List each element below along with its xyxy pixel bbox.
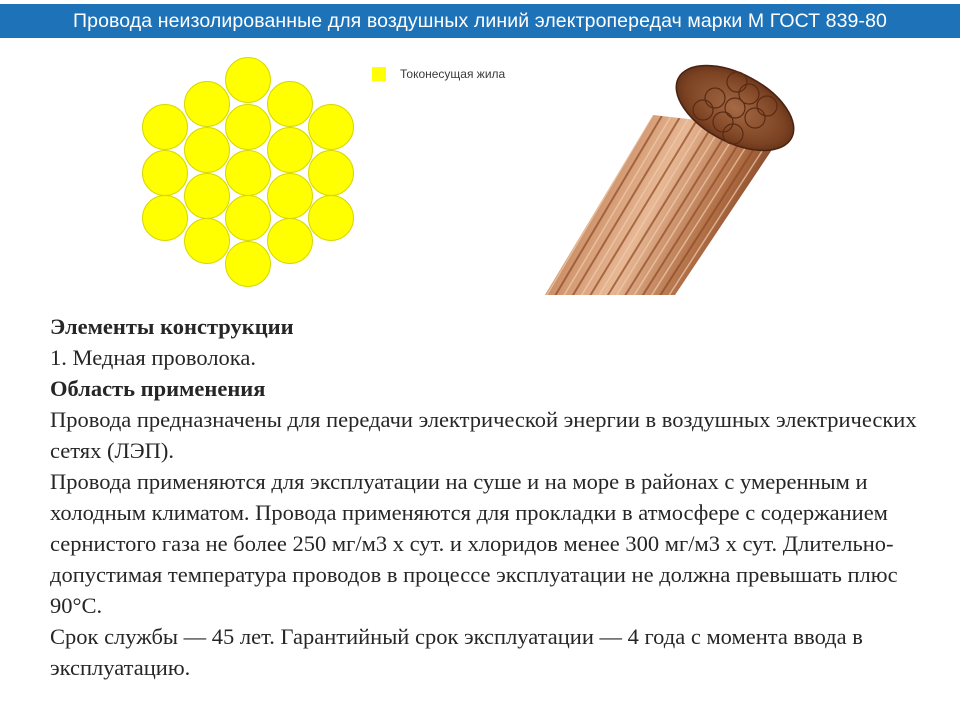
construction-item: 1. Медная проволока.: [50, 345, 256, 370]
legend-swatch: [372, 67, 386, 81]
conductor-strand: [309, 196, 354, 241]
section-heading-construction: Элементы конструкции: [50, 314, 294, 339]
description: [50, 311, 930, 683]
conductor-strand: [226, 58, 271, 103]
conductor-strand: [143, 105, 188, 150]
conductor-strand: [268, 174, 313, 219]
conductor-strand: [185, 174, 230, 219]
application-paragraph: Провода предназначены для передачи электрической энергии в воздушных электрических сетях (ЛЭП).: [50, 407, 917, 463]
operating-conditions-paragraph: Провода применяются для эксплуатации на суше и на море в районах с умеренным и холодным климатом. Провода применяются для прокладки в атмосфере с содержанием сернистого газа не более 250 мг/м3 х сут. и хлоридов менее 300 мг/м3 х сут. Длительно-допустимая температура проводов в процессе эксплуатации не должна превышать плюс 90°С.: [50, 469, 898, 618]
conductor-strand: [226, 242, 271, 287]
conductor-strand: [309, 105, 354, 150]
page-title: Провода неизолированные для воздушных линий электропередач марки М ГОСТ 839-80: [73, 9, 887, 32]
conductor-strand: [185, 128, 230, 173]
conductor-strand: [268, 128, 313, 173]
conductor-strand: [226, 105, 271, 150]
title-bar: [0, 4, 960, 38]
stranded-copper-wire-icon: [545, 60, 805, 295]
service-life-paragraph: Срок службы — 45 лет. Гарантийный срок эксплуатации — 4 года с момента ввода в эксплуатацию.: [50, 624, 863, 680]
conductor-strand: [143, 196, 188, 241]
conductor-strand: [268, 219, 313, 264]
conductor-strand: [143, 151, 188, 196]
conductor-strand: [226, 151, 271, 196]
legend: [372, 64, 505, 84]
wire-cross-section-diagram: [140, 48, 360, 294]
conductor-strand: [185, 219, 230, 264]
section-heading-application: Область применения: [50, 376, 266, 401]
conductor-strand: [226, 196, 271, 241]
conductor-strand: [268, 82, 313, 127]
conductor-strand: [185, 82, 230, 127]
legend-label: Токонесущая жила: [400, 67, 506, 81]
conductor-strand: [309, 151, 354, 196]
